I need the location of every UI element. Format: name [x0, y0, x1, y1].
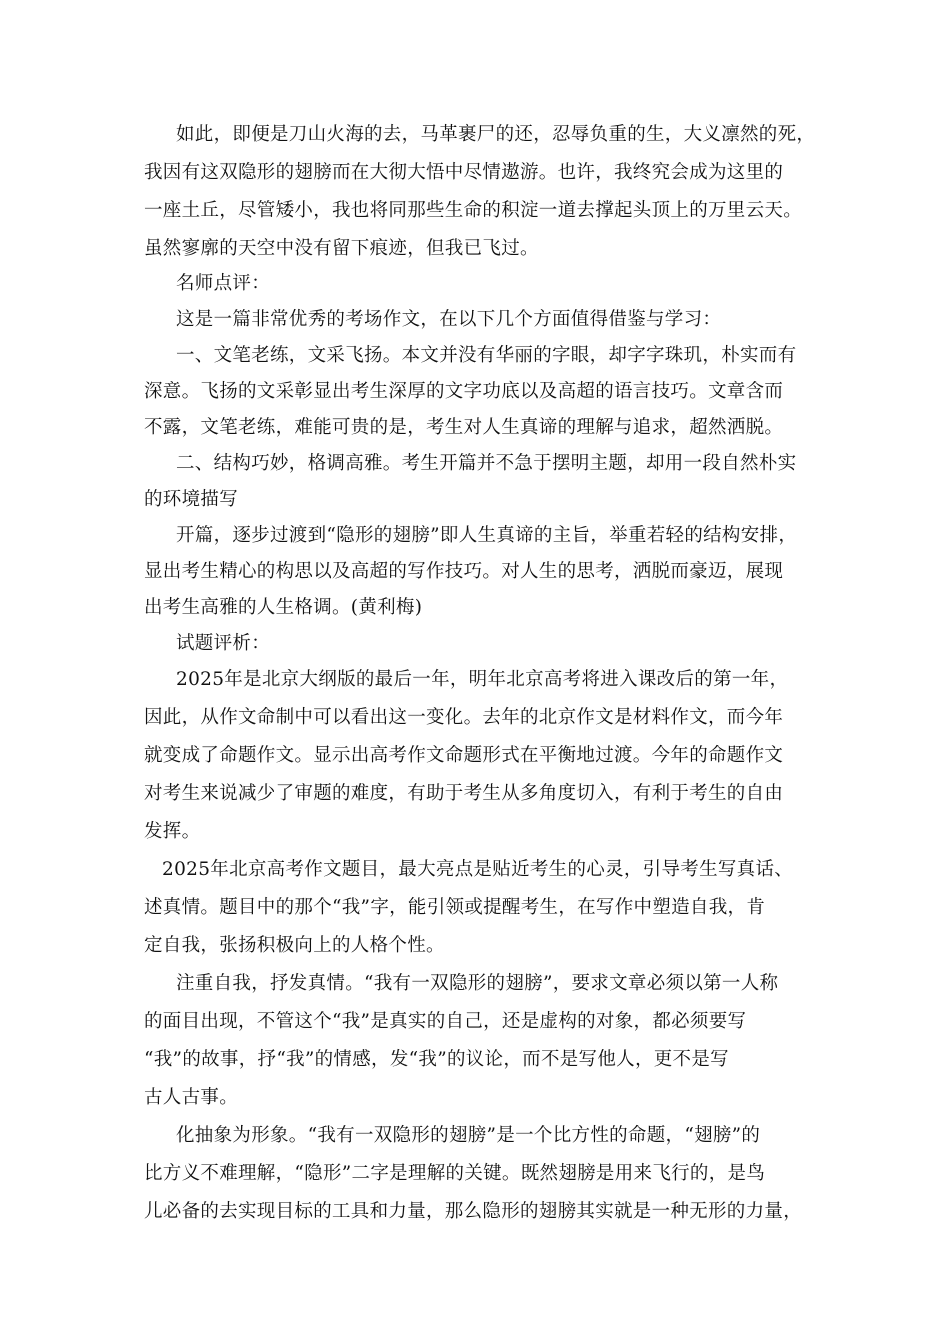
section-heading-analysis: 试题评析：	[176, 633, 271, 654]
text-line-8: 深意。飞扬的文采彰显出考生深厚的文字功底以及高超的语言技巧。文章含而	[144, 381, 784, 402]
text-line-4: 虽然寥廓的天空中没有留下痕迹，但我已飞过。	[144, 238, 539, 259]
text-line-10: 二、结构巧妙，格调高雅。考生开篇并不急于摆明主题，却用一段自然朴实	[176, 453, 797, 474]
text-line-14: 出考生高雅的人生格调。(黄利梅)	[144, 597, 423, 618]
section-heading-comment: 名师点评：	[176, 273, 271, 294]
text-line-22: 述真情。题目中的那个“我”字，能引领或提醒考生，在写作中塑造自我，肯	[144, 897, 766, 918]
text-line-24: 注重自我，抒发真情。“我有一双隐形的翅膀”，要求文章必须以第一人称	[176, 973, 779, 994]
text-line-28: 化抽象为形象。“我有一双隐形的翅膀”是一个比方性的命题，“翅膀”的	[176, 1125, 761, 1146]
text-line-30: 儿必备的去实现目标的工具和力量，那么隐形的翅膀其实就是一种无形的力量，	[144, 1201, 803, 1222]
text-line-20: 发挥。	[144, 821, 201, 842]
text-line-18: 就变成了命题作文。显示出高考作文命题形式在平衡地过渡。今年的命题作文	[144, 745, 784, 766]
text-line-6: 这是一篇非常优秀的考场作文，在以下几个方面值得借鉴与学习：	[176, 309, 722, 330]
text-line-11: 的环境描写	[144, 489, 239, 510]
text-line-13: 显出考生精心的构思以及高超的写作技巧。对人生的思考，洒脱而豪迈，展现	[144, 561, 784, 582]
text-line-19: 对考生来说减少了审题的难度，有助于考生从多角度切入，有利于考生的自由	[144, 783, 784, 804]
text-line-27: 古人古事。	[144, 1087, 239, 1108]
text-line-7: 一、文笔老练，文采飞扬。本文并没有华丽的字眼，却字字珠玑，朴实而有	[176, 345, 797, 366]
text-line-16: 2025年是北京大纲版的最后一年，明年北京高考将进入课改后的第一年，	[176, 669, 789, 690]
text-line-17: 因此，从作文命制中可以看出这一变化。去年的北京作文是材料作文，而今年	[144, 707, 784, 728]
text-line-12: 开篇，逐步过渡到“隐形的翅膀”即人生真谛的主旨，举重若轻的结构安排，	[176, 525, 798, 546]
text-line-29: 比方义不难理解，“隐形”二字是理解的关键。既然翅膀是用来飞行的，是鸟	[144, 1163, 766, 1184]
text-line-26: “我”的故事，抒“我”的情感，发“我”的议论，而不是写他人，更不是写	[144, 1049, 729, 1070]
text-line-21: 2025年北京高考作文题目，最大亮点是贴近考生的心灵，引导考生写真话、	[162, 859, 794, 880]
text-line-25: 的面目出现，不管这个“我”是真实的自己，还是虚构的对象，都必须要写	[144, 1011, 747, 1032]
text-line-2: 我因有这双隐形的翅膀而在大彻大悟中尽情遨游。也许，我终究会成为这里的	[144, 162, 784, 183]
text-line-3: 一座土丘，尽管矮小，我也将同那些生命的积淀一道去撑起头顶上的万里云天。	[144, 200, 803, 221]
text-line-23: 定自我，张扬积极向上的人格个性。	[144, 935, 445, 956]
text-line-9: 不露，文笔老练，难能可贵的是，考生对人生真谛的理解与追求，超然洒脱。	[144, 417, 784, 438]
text-line-1: 如此，即便是刀山火海的去，马革裹尸的还，忍辱负重的生，大义凛然的死，	[176, 124, 816, 145]
